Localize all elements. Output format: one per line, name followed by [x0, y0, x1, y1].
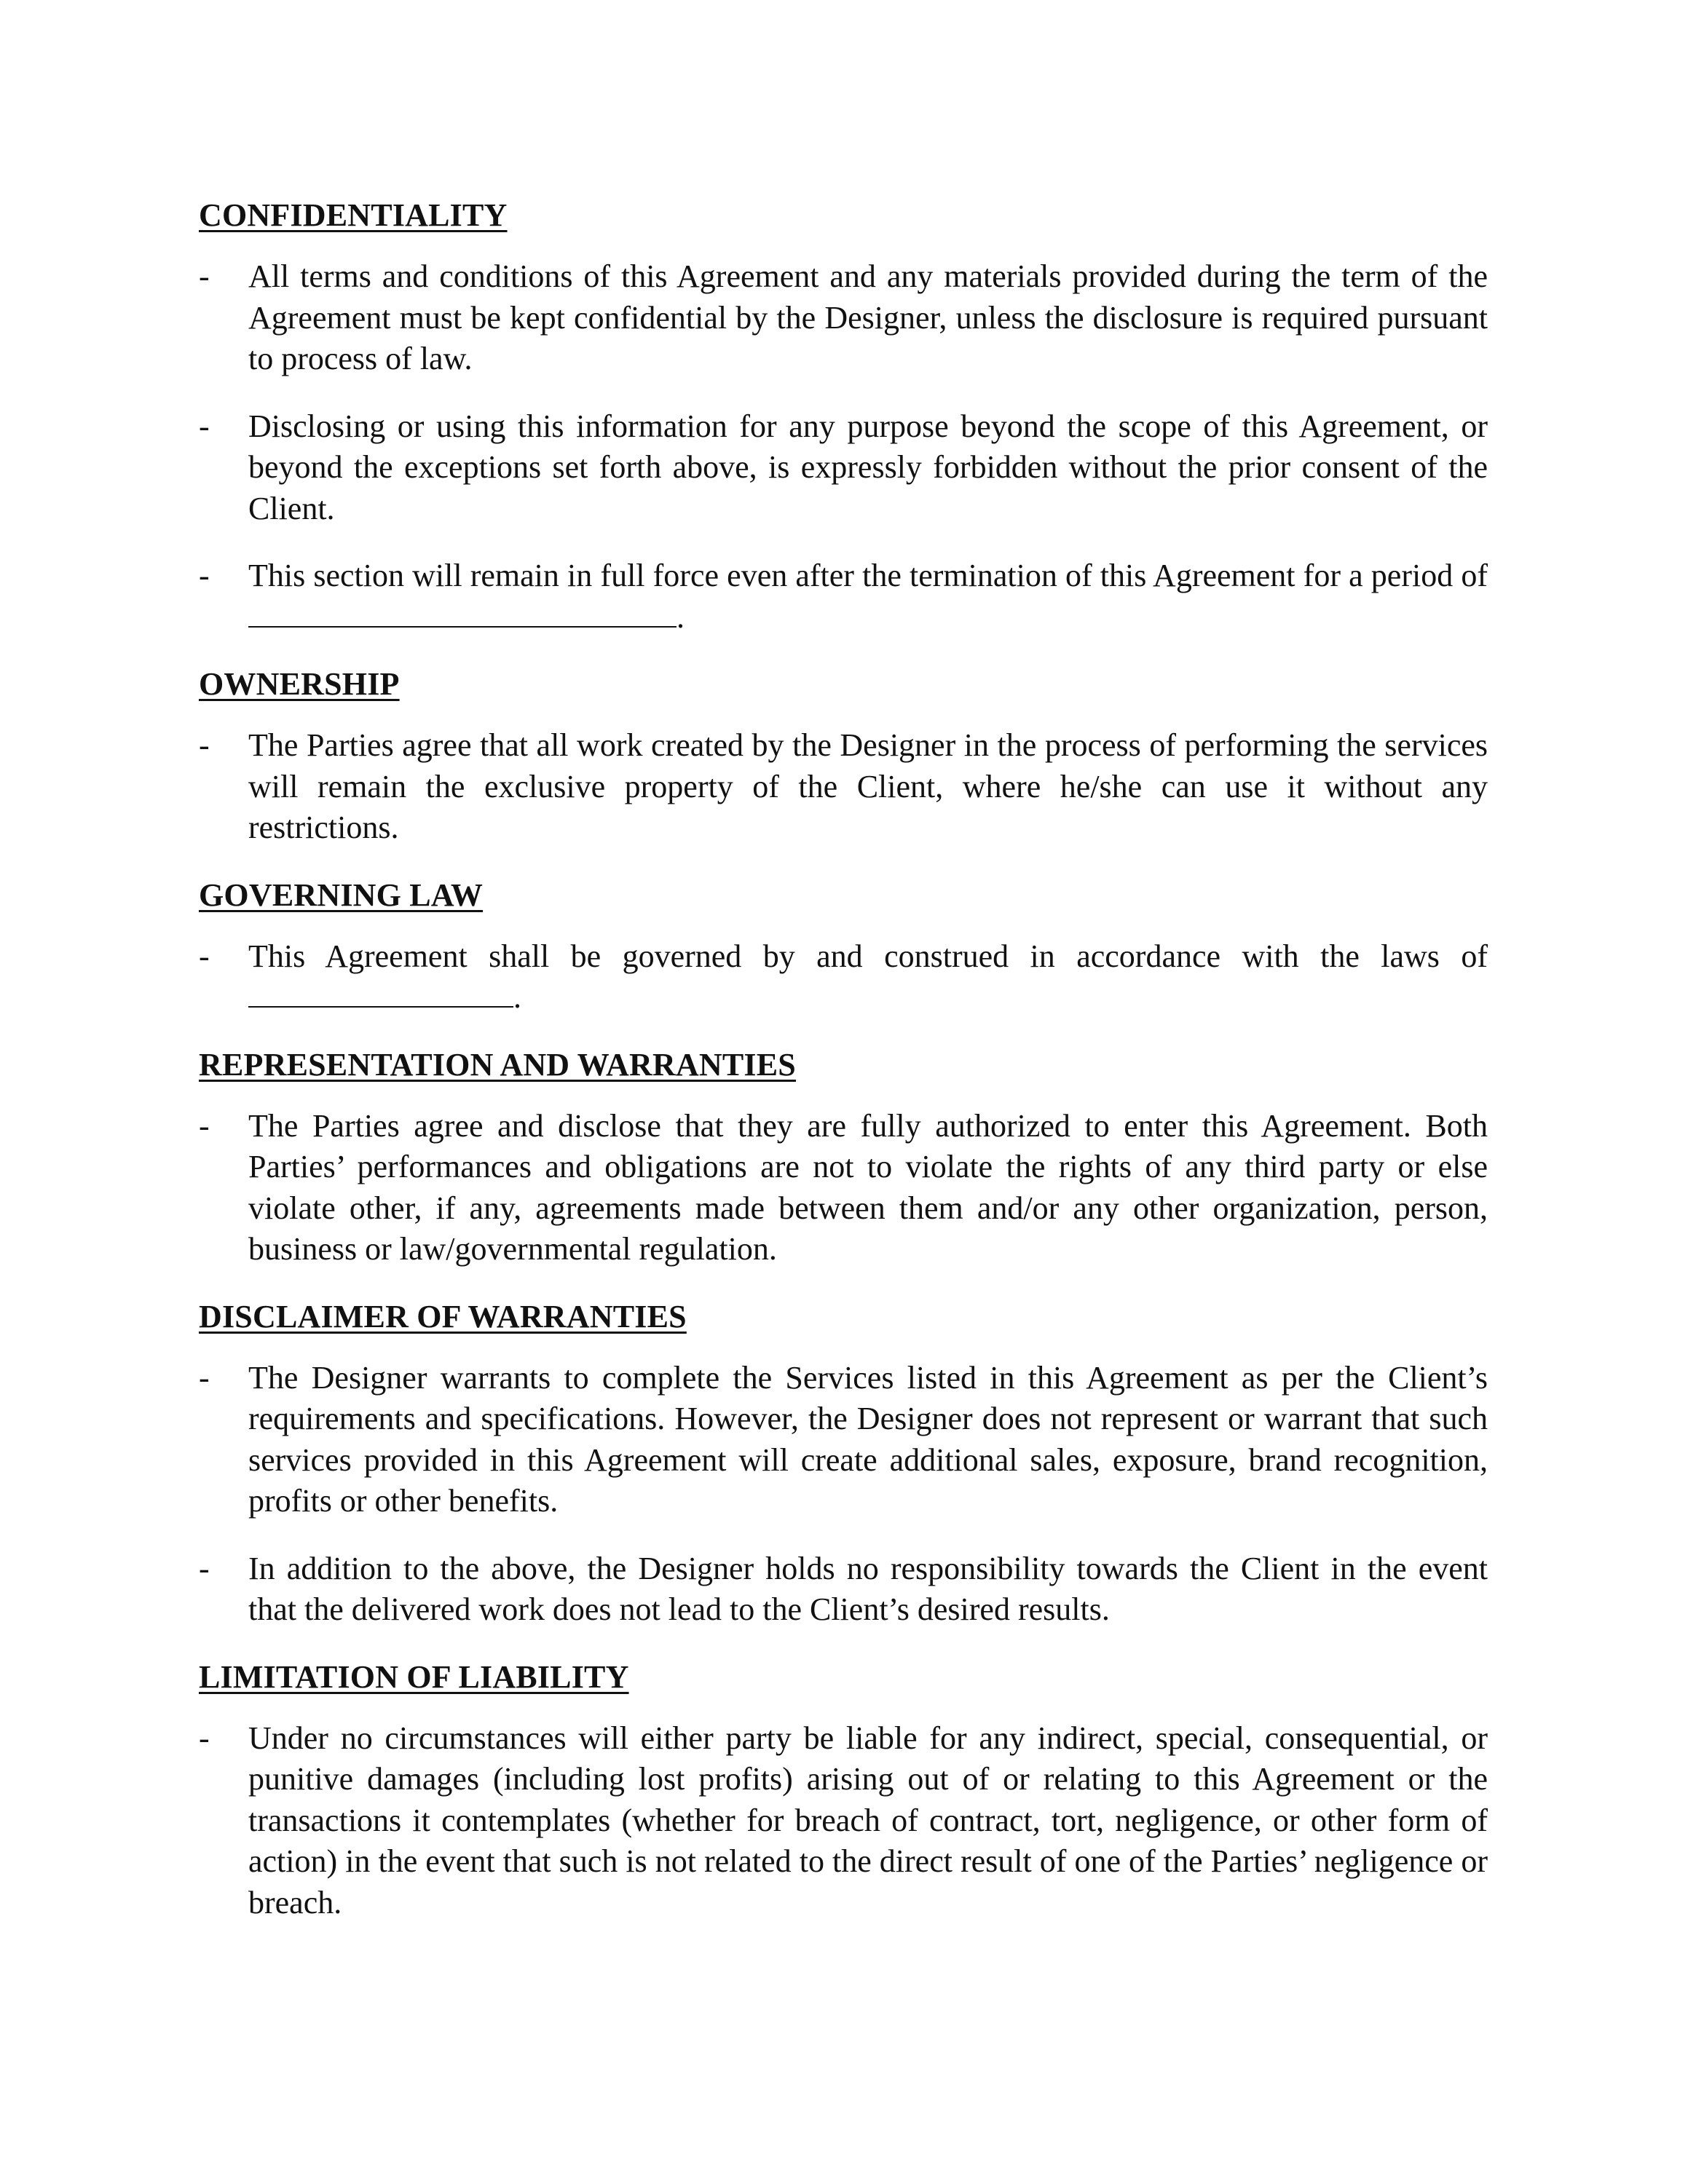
- item-text-suffix: .: [677, 598, 685, 635]
- bullet-dash: -: [199, 1720, 210, 1756]
- item-text: The Parties agree that all work created by the Designer in the process of performing the services will remain the exclusive property of the Client, where he/she can use it without any restrictions.: [248, 727, 1488, 845]
- item-text: In addition to the above, the Designer holds no responsibility towards the Client in the event that the delivered work does not lead to the Client’s desired results.: [248, 1550, 1488, 1627]
- section-limitation-liability: [199, 1657, 1488, 1924]
- list-item: [199, 1358, 1488, 1522]
- section-heading: GOVERNING LAW: [199, 877, 484, 913]
- list-item: [199, 1548, 1488, 1631]
- item-text: Disclosing or using this information for any purpose beyond the scope of this Agreement, or beyond the exceptions set forth above, is expressly forbidden without the prior consent of the Client.: [248, 408, 1488, 526]
- item-text: Under no circumstances will either party be liable for any indirect, special, consequential, or punitive damages (including lost profits) arising out of or relating to this Agreement or the transactions it contemplates (whether for breach of contract, tort, negligence, or other form of action) in the event that such is not related to the direct result of one of the Parties’ negligence or breach.: [248, 1720, 1488, 1920]
- item-text: [248, 555, 1488, 638]
- fill-in-blank[interactable]: [248, 977, 513, 1008]
- bullet-dash: -: [199, 938, 210, 974]
- list-item: [199, 256, 1488, 380]
- section-governing-law: [199, 875, 1488, 1018]
- section-heading: DISCLAIMER OF WARRANTIES: [199, 1298, 687, 1334]
- document-page: [199, 195, 1488, 1950]
- section-representation-warranties: [199, 1045, 1488, 1270]
- list-item: [199, 1106, 1488, 1270]
- section-ownership: [199, 664, 1488, 849]
- bullet-dash: -: [199, 258, 210, 294]
- bullet-dash: -: [199, 1550, 210, 1586]
- section-disclaimer-warranties: [199, 1297, 1488, 1631]
- bullet-dash: -: [199, 408, 210, 444]
- item-text: [248, 936, 1488, 1018]
- item-text: The Parties agree and disclose that they are fully authorized to enter this Agreement. Both Parties’ performances and obligations are not to violate the rights of any third party or else violate other, if any, agreements made between them and/or any other organization, person, business or law/governmental regulation.: [248, 1107, 1488, 1267]
- item-text: All terms and conditions of this Agreement and any materials provided during the term of the Agreement must be kept confidential by the Designer, unless the disclosure is required pursuant to process of law.: [248, 258, 1488, 376]
- bullet-dash: -: [199, 727, 210, 763]
- list-item: [199, 555, 1488, 638]
- list-item: [199, 406, 1488, 530]
- fill-in-blank[interactable]: [248, 597, 677, 628]
- section-heading: REPRESENTATION AND WARRANTIES: [199, 1046, 796, 1083]
- list-item: [199, 725, 1488, 849]
- item-text-prefix: This section will remain in full force even after the termination of this Agreement for a period of: [248, 558, 1488, 593]
- section-heading: LIMITATION OF LIABILITY: [199, 1658, 629, 1695]
- section-confidentiality: [199, 195, 1488, 638]
- list-item: [199, 1718, 1488, 1924]
- item-text-prefix: This Agreement shall be governed by and construed in accordance with the laws of: [248, 938, 1488, 974]
- section-heading: CONFIDENTIALITY: [199, 197, 508, 233]
- bullet-dash: -: [199, 1359, 210, 1396]
- item-text: The Designer warrants to complete the Services listed in this Agreement as per the Client’s requirements and specifications. However, the Designer does not represent or warrant that such services provided in this Agreement will create additional sales, exposure, brand recognition, profits or other benefits.: [248, 1359, 1488, 1519]
- section-heading: OWNERSHIP: [199, 666, 400, 702]
- bullet-dash: -: [199, 558, 210, 593]
- list-item: [199, 936, 1488, 1018]
- bullet-dash: -: [199, 1107, 210, 1144]
- item-text-suffix: .: [513, 979, 521, 1015]
